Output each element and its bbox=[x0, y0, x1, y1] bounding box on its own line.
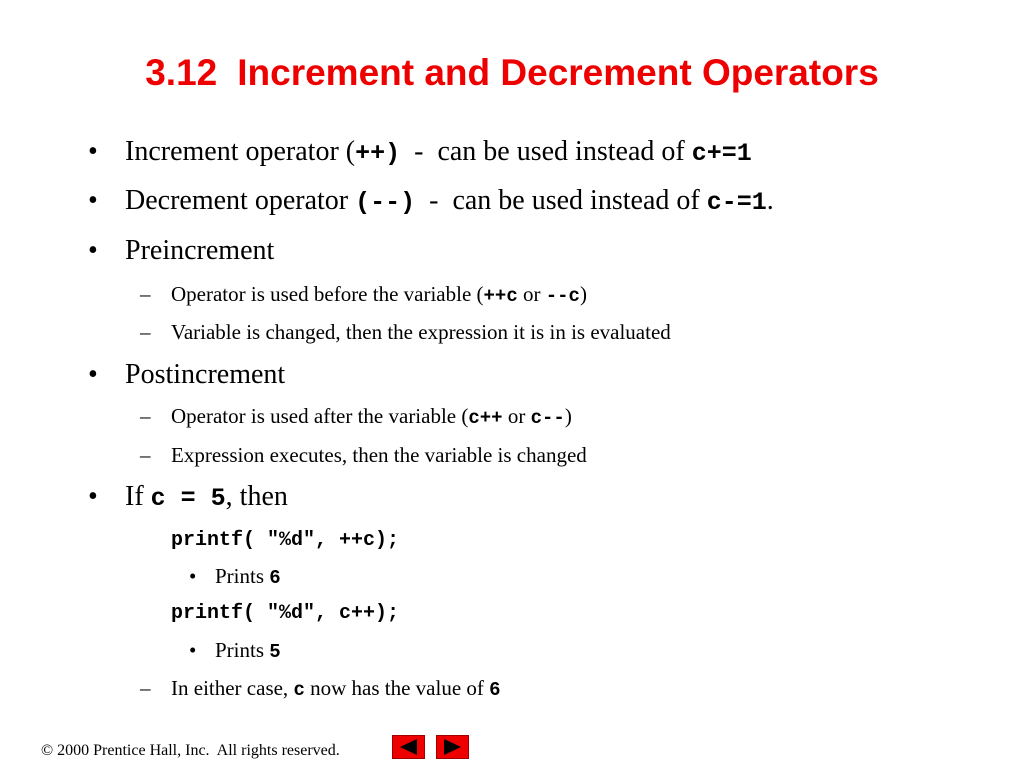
code-snippet: c bbox=[293, 679, 305, 701]
code-line-preincrement: printf( "%d", ++c); bbox=[171, 529, 400, 552]
next-slide-button[interactable] bbox=[436, 735, 469, 759]
bullet-preincrement: Preincrement bbox=[125, 235, 275, 266]
dash-mark: – bbox=[140, 320, 151, 344]
previous-slide-button[interactable] bbox=[392, 735, 425, 759]
bullet-text: - can be used instead of bbox=[400, 136, 692, 167]
code-snippet: ++c bbox=[483, 285, 518, 307]
bullet-mark: • bbox=[88, 359, 98, 390]
dash-mark: – bbox=[140, 676, 151, 700]
section-number: 3.12 bbox=[145, 52, 218, 93]
sub-bullet-either-case bbox=[171, 676, 501, 701]
bullet-text: Operator is used after the variable ( bbox=[171, 404, 469, 428]
bullet-text: Prints bbox=[215, 564, 270, 588]
bullet-mark: • bbox=[88, 136, 98, 167]
code-snippet: 6 bbox=[489, 679, 501, 701]
bullet-mark: • bbox=[189, 564, 197, 588]
code-snippet: c-=1 bbox=[706, 188, 767, 217]
bullet-text: or bbox=[502, 404, 531, 428]
bullet-text: now has the value of bbox=[304, 676, 490, 700]
bullet-text: If bbox=[125, 481, 151, 512]
code-snippet: c++ bbox=[468, 407, 503, 429]
dash-mark: – bbox=[140, 443, 151, 467]
sub-bullet-pre-before bbox=[171, 282, 587, 307]
dash-mark: – bbox=[140, 282, 151, 306]
bullet-mark: • bbox=[189, 638, 197, 662]
triangle-left-icon bbox=[393, 736, 424, 758]
bullet-decrement-operator bbox=[125, 185, 774, 217]
bullet-text: ) bbox=[564, 404, 572, 428]
bullet-text: Operator is used before the variable ( bbox=[171, 282, 484, 306]
bullet-mark: • bbox=[88, 235, 98, 266]
bullet-mark: • bbox=[88, 481, 98, 512]
bullet-if-c-equals-5 bbox=[125, 481, 288, 513]
code-snippet: (--) bbox=[355, 188, 416, 217]
slide-title bbox=[0, 52, 1024, 94]
code-snippet: --c bbox=[545, 285, 580, 307]
sub-bullet-pre-changed: Variable is changed, then the expression it is in is evaluated bbox=[171, 320, 671, 344]
copyright-footer bbox=[41, 742, 340, 760]
code-line-postincrement: printf( "%d", c++); bbox=[171, 602, 400, 625]
code-snippet: ++) bbox=[355, 139, 401, 168]
code-snippet: 5 bbox=[269, 641, 281, 663]
sub-bullet-post-after bbox=[171, 404, 572, 429]
bullet-text: . bbox=[766, 185, 774, 216]
bullet-text: In either case, bbox=[171, 676, 294, 700]
code-snippet: c = 5 bbox=[150, 484, 226, 513]
bullet-text: , then bbox=[225, 481, 288, 512]
prints-result-2 bbox=[215, 638, 281, 663]
bullet-text: ) bbox=[579, 282, 587, 306]
dash-mark: – bbox=[140, 404, 151, 428]
title-text: Increment and Decrement Operators bbox=[237, 52, 879, 93]
bullet-text: Increment operator ( bbox=[125, 136, 356, 167]
prints-result-1 bbox=[215, 564, 281, 589]
copyright-symbol: © bbox=[41, 742, 54, 759]
bullet-text: - can be used instead of bbox=[415, 185, 707, 216]
bullet-text: or bbox=[517, 282, 546, 306]
code-snippet: c-- bbox=[530, 407, 565, 429]
code-snippet: 6 bbox=[269, 567, 281, 589]
triangle-right-icon bbox=[437, 736, 468, 758]
bullet-text: Prints bbox=[215, 638, 270, 662]
code-snippet: c+=1 bbox=[691, 139, 752, 168]
copyright-text: 2000 Prentice Hall, Inc. All rights reserved. bbox=[53, 742, 340, 759]
bullet-postincrement: Postincrement bbox=[125, 359, 286, 390]
sub-bullet-post-executes: Expression executes, then the variable is changed bbox=[171, 443, 587, 467]
bullet-increment-operator bbox=[125, 136, 752, 168]
bullet-text: Decrement operator bbox=[125, 185, 356, 216]
bullet-mark: • bbox=[88, 185, 98, 216]
